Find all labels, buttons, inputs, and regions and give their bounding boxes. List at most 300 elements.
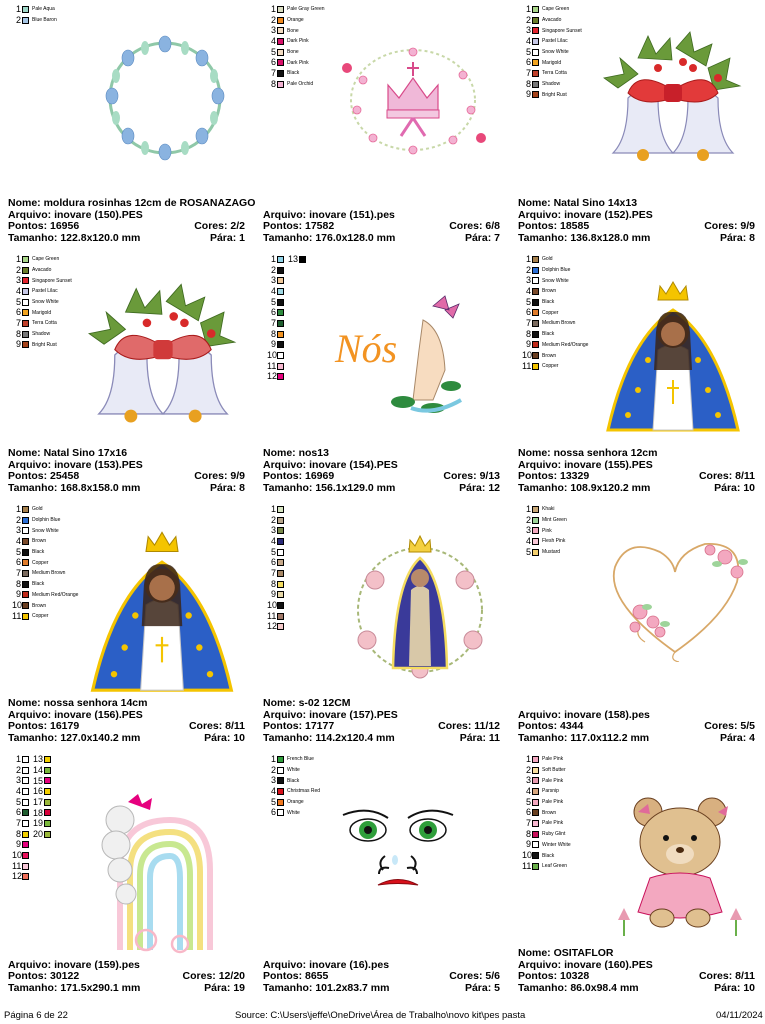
color-swatch <box>44 809 51 816</box>
palette-row <box>12 797 54 808</box>
size-label: Tamanho: <box>263 731 313 744</box>
palette-row <box>522 850 571 861</box>
color-name: Khaki <box>542 506 555 513</box>
color-name: Brown <box>542 288 557 295</box>
color-swatch <box>532 81 539 88</box>
color-swatch <box>22 613 29 620</box>
color-number: 11 <box>522 860 532 871</box>
palette-row <box>522 329 588 340</box>
stitches-label: Pontos: <box>8 470 48 482</box>
color-number: 6 <box>525 307 531 318</box>
palette-row <box>12 600 78 611</box>
christmas-bells-artwork <box>78 280 248 430</box>
color-palette <box>12 754 54 882</box>
design-info <box>518 448 758 494</box>
teddy-bear-artwork <box>610 790 750 940</box>
color-number: 6 <box>15 807 21 818</box>
palette-row <box>267 775 320 786</box>
color-swatch <box>44 777 51 784</box>
color-swatch <box>532 538 539 545</box>
palette-row <box>12 818 54 829</box>
stops-label: Pára: <box>464 981 492 994</box>
design-card <box>510 0 760 250</box>
color-name: Pastel Lilac <box>542 38 568 45</box>
color-swatch <box>532 309 539 316</box>
stitches-label: Pontos: <box>263 220 303 232</box>
color-swatch <box>277 602 284 609</box>
design-size: 171.5x290.1 mm <box>60 981 141 994</box>
palette-row <box>12 807 54 818</box>
palette-row <box>522 275 588 286</box>
color-name: Cape Green <box>32 256 60 263</box>
color-swatch <box>22 549 29 556</box>
our-lady-artwork <box>598 280 748 440</box>
color-number: 8 <box>270 328 276 339</box>
color-number: 5 <box>525 296 531 307</box>
color-count: 8/11 <box>735 970 755 982</box>
palette-row <box>267 590 287 601</box>
color-number: 2 <box>525 264 531 275</box>
palette-row <box>522 797 571 808</box>
color-swatch <box>277 613 284 620</box>
color-swatch <box>22 256 29 263</box>
file-label: Arquivo: <box>518 458 562 471</box>
color-swatch <box>532 59 539 66</box>
color-name: Avacado <box>542 17 562 24</box>
file-name: inovare (153).PES <box>54 458 143 471</box>
palette-row <box>522 4 582 15</box>
color-count: 5/5 <box>740 720 755 732</box>
file-label: Arquivo: <box>518 708 562 721</box>
palette-row <box>522 754 571 765</box>
design-size: 122.8x120.0 mm <box>60 231 141 244</box>
design-card <box>255 0 505 250</box>
palette-row <box>267 15 325 26</box>
color-swatch <box>22 320 29 327</box>
name-label: Nome: <box>8 447 41 459</box>
color-name: Terra Cotta <box>32 320 57 327</box>
size-label: Tamanho: <box>8 731 58 744</box>
design-size: 86.0x98.4 mm <box>570 981 639 994</box>
color-name: Black <box>32 549 45 556</box>
stitches-label: Pontos: <box>518 970 558 982</box>
palette-row <box>522 265 588 276</box>
design-info <box>263 448 503 494</box>
size-label: Tamanho: <box>8 481 58 494</box>
color-name: Singapore Sunset <box>542 27 582 34</box>
design-card <box>510 500 760 750</box>
color-swatch <box>277 27 284 34</box>
stops-label: Pára: <box>459 731 486 744</box>
palette-row <box>12 15 57 26</box>
colors-label: Cores: <box>704 220 738 232</box>
color-name: Singapore Sunset <box>32 277 72 284</box>
color-palette <box>267 754 320 818</box>
design-preview <box>345 530 495 685</box>
color-number: 4 <box>270 35 276 46</box>
size-label: Tamanho: <box>263 481 313 494</box>
color-number: 5 <box>15 546 21 557</box>
design-info <box>8 960 248 995</box>
color-number: 15 <box>32 775 43 786</box>
stitches-label: Pontos: <box>518 220 558 232</box>
palette-row <box>522 536 567 547</box>
color-name: Dolphin Blue <box>542 267 571 274</box>
name-label: Nome: <box>263 447 296 459</box>
color-swatch <box>532 799 539 806</box>
color-name: Copper <box>32 613 49 620</box>
color-name: Ruby Glint <box>542 831 566 838</box>
color-number: 10 <box>522 850 533 861</box>
color-number: 7 <box>270 67 276 78</box>
color-swatch <box>277 591 284 598</box>
color-swatch <box>532 841 539 848</box>
color-swatch <box>277 331 284 338</box>
color-number: 11 <box>12 610 22 621</box>
palette-row <box>522 861 571 872</box>
color-palette <box>522 4 582 100</box>
color-number: 11 <box>522 360 532 371</box>
palette-row <box>522 47 582 58</box>
color-swatch <box>22 288 29 295</box>
color-swatch <box>22 777 29 784</box>
stitch-count: 17177 <box>305 720 335 732</box>
color-number: 3 <box>525 525 531 536</box>
color-swatch <box>22 506 29 513</box>
nos-praying-hands-artwork <box>333 290 473 420</box>
stops-label: Pára: <box>464 231 492 244</box>
color-name: Pale Aqua <box>32 6 55 13</box>
design-size: 136.8x128.0 mm <box>570 231 651 244</box>
color-name: Bone <box>287 27 299 34</box>
color-name: Orange <box>287 17 304 24</box>
palette-row <box>12 329 72 340</box>
color-number: 4 <box>525 35 531 46</box>
color-swatch <box>22 277 29 284</box>
palette-row <box>267 329 309 340</box>
color-swatch <box>277 809 284 816</box>
color-swatch <box>22 873 29 880</box>
color-swatch <box>532 527 539 534</box>
color-name: Gold <box>32 506 43 513</box>
stops-label: Pára: <box>719 231 747 244</box>
color-number: 5 <box>270 546 276 557</box>
color-name: Pale Pink <box>542 799 564 806</box>
design-info <box>518 198 758 244</box>
color-number: 11 <box>267 360 277 371</box>
color-swatch <box>277 49 284 56</box>
color-number: 6 <box>525 807 531 818</box>
palette-row <box>522 254 588 265</box>
color-number: 6 <box>270 557 276 568</box>
color-palette <box>522 254 588 372</box>
color-swatch <box>22 570 29 577</box>
color-number: 9 <box>525 839 531 850</box>
palette-row <box>267 318 309 329</box>
palette-row <box>522 307 588 318</box>
color-number: 6 <box>270 307 276 318</box>
color-swatch <box>532 777 539 784</box>
name-label: Nome: <box>263 697 296 709</box>
color-number: 9 <box>270 589 276 600</box>
color-swatch <box>532 320 539 327</box>
color-name: Pale Orchid <box>287 81 314 88</box>
color-number: 1 <box>15 253 21 264</box>
color-name: Leaf Green <box>542 863 568 870</box>
crown-frame-artwork <box>333 40 493 160</box>
design-info <box>518 710 758 745</box>
color-name: Medium Red/Orange <box>32 591 79 598</box>
name-label: Nome: <box>518 197 551 209</box>
colors-label: Cores: <box>194 470 228 482</box>
design-preview <box>90 28 240 173</box>
color-name: Gold <box>542 256 553 263</box>
color-swatch <box>277 363 284 370</box>
design-size: 168.8x158.0 mm <box>60 481 141 494</box>
stop-count: 12 <box>488 481 500 494</box>
color-swatch <box>22 767 29 774</box>
design-card <box>0 250 250 500</box>
size-label: Tamanho: <box>518 981 568 994</box>
color-name: Parsnip <box>542 788 559 795</box>
palette-row <box>522 297 588 308</box>
design-preview <box>610 790 750 945</box>
color-number: 3 <box>270 275 276 286</box>
palette-row <box>267 611 287 622</box>
color-name: Bright Rust <box>542 91 567 98</box>
color-swatch <box>277 341 284 348</box>
color-swatch <box>532 299 539 306</box>
palette-row <box>522 786 571 797</box>
palette-row <box>267 754 320 765</box>
stop-count: 10 <box>743 481 755 494</box>
color-swatch <box>277 17 284 24</box>
color-swatch <box>277 788 284 795</box>
design-size: 108.9x120.2 mm <box>570 481 651 494</box>
file-name: inovare (151).pes <box>309 208 395 221</box>
color-name: Mint Green <box>542 517 567 524</box>
size-line <box>8 733 248 745</box>
stitches-label: Pontos: <box>263 970 303 982</box>
nos-lettering: Nós <box>335 326 398 371</box>
color-swatch <box>22 831 29 838</box>
color-swatch <box>277 288 284 295</box>
color-swatch <box>532 6 539 13</box>
color-number: 1 <box>270 3 276 14</box>
color-number: 8 <box>525 328 531 339</box>
color-number: 4 <box>15 285 21 296</box>
color-swatch <box>44 831 51 838</box>
size-line <box>263 983 503 995</box>
palette-row <box>267 807 320 818</box>
palette-row <box>12 4 57 15</box>
color-swatch <box>277 623 284 630</box>
stitches-label: Pontos: <box>263 720 303 732</box>
size-line <box>8 233 248 245</box>
palette-row <box>267 47 325 58</box>
palette-row <box>267 265 309 276</box>
color-palette <box>267 504 287 632</box>
color-swatch <box>532 267 539 274</box>
color-number: 2 <box>525 514 531 525</box>
color-palette <box>522 754 571 872</box>
color-swatch <box>532 256 539 263</box>
color-name: Terra Cotta <box>542 70 567 77</box>
color-swatch <box>277 81 284 88</box>
color-number: 8 <box>270 578 276 589</box>
color-number: 10 <box>12 850 23 861</box>
color-swatch <box>22 591 29 598</box>
color-count: 8/11 <box>225 720 245 732</box>
palette-row <box>267 340 309 351</box>
color-number: 18 <box>32 807 43 818</box>
palette-row <box>267 286 309 297</box>
color-number: 4 <box>15 535 21 546</box>
color-number: 1 <box>15 3 21 14</box>
stop-count: 11 <box>488 731 500 744</box>
color-swatch <box>532 549 539 556</box>
color-number: 4 <box>525 785 531 796</box>
color-number: 2 <box>15 264 21 275</box>
palette-row <box>267 350 309 361</box>
color-number: 7 <box>525 317 531 328</box>
color-palette <box>267 4 325 90</box>
color-swatch <box>277 299 284 306</box>
color-number: 1 <box>270 253 276 264</box>
color-number: 5 <box>525 796 531 807</box>
color-number: 4 <box>525 535 531 546</box>
color-number: 5 <box>525 46 531 57</box>
color-count: 9/9 <box>230 470 245 482</box>
color-number: 3 <box>525 25 531 36</box>
color-name: Soft Butter <box>542 767 566 774</box>
color-number: 8 <box>525 828 531 839</box>
color-name: Black <box>32 581 45 588</box>
color-number: 16 <box>32 786 43 797</box>
palette-row <box>522 318 588 329</box>
color-swatch <box>532 517 539 524</box>
color-number: 12 <box>12 871 23 882</box>
color-swatch <box>532 277 539 284</box>
design-info <box>263 960 503 995</box>
color-swatch <box>22 581 29 588</box>
color-palette <box>12 4 57 25</box>
palette-row <box>267 622 287 633</box>
color-number: 6 <box>15 557 21 568</box>
name-label: Nome: <box>518 447 551 459</box>
color-number: 4 <box>15 785 21 796</box>
color-number: 7 <box>270 317 276 328</box>
color-number: 19 <box>32 818 43 829</box>
palette-row <box>267 557 287 568</box>
palette-row <box>12 754 54 765</box>
color-name: Pale Pink <box>542 820 564 827</box>
color-count: 9/9 <box>740 220 755 232</box>
color-swatch <box>22 559 29 566</box>
palette-row <box>12 307 72 318</box>
color-number: 3 <box>270 25 276 36</box>
color-number: 1 <box>525 3 531 14</box>
color-swatch <box>277 506 284 513</box>
design-size: 101.2x83.7 mm <box>315 981 390 994</box>
design-card <box>255 750 505 1000</box>
color-name: Pastel Lilac <box>32 288 58 295</box>
palette-row <box>522 68 582 79</box>
color-number: 7 <box>525 817 531 828</box>
design-card <box>510 750 760 1000</box>
design-card <box>255 250 505 500</box>
name-label: Nome: <box>8 197 41 209</box>
color-number: 14 <box>32 765 43 776</box>
color-swatch <box>532 820 539 827</box>
design-card <box>255 500 505 750</box>
color-number: 1 <box>15 503 21 514</box>
stop-count: 4 <box>749 731 755 744</box>
palette-row <box>12 340 72 351</box>
color-name: Christmas Red <box>287 788 321 795</box>
palette-row <box>12 579 78 590</box>
color-number: 12 <box>267 371 278 382</box>
file-name: inovare (154).PES <box>309 458 398 471</box>
color-name: Avacado <box>32 267 52 274</box>
color-swatch <box>532 831 539 838</box>
color-name: Pink <box>542 527 552 534</box>
stop-count: 7 <box>494 231 500 244</box>
christmas-bells-artwork <box>598 28 748 168</box>
stops-label: Pára: <box>459 481 486 494</box>
color-number: 2 <box>270 764 276 775</box>
file-name: inovare (158).pes <box>564 708 650 721</box>
stop-count: 5 <box>494 981 500 994</box>
color-number: 1 <box>525 753 531 764</box>
color-number: 9 <box>15 589 21 600</box>
color-swatch <box>22 17 29 24</box>
file-label: Arquivo: <box>8 458 52 471</box>
file-name: inovare (16).pes <box>309 958 390 971</box>
design-preview <box>323 790 473 895</box>
stops-label: Pára: <box>714 481 741 494</box>
stitches-label: Pontos: <box>8 720 48 732</box>
colors-label: Cores: <box>438 720 472 732</box>
color-swatch <box>44 820 51 827</box>
stops-label: Pára: <box>209 481 237 494</box>
design-size: 114.2x120.4 mm <box>315 731 395 744</box>
size-line <box>8 983 248 995</box>
color-name: Cape Green <box>542 6 570 13</box>
color-number: 2 <box>525 14 531 25</box>
stitches-label: Pontos: <box>8 970 48 982</box>
page-number: Página 6 de 22 <box>4 1010 68 1021</box>
color-number: 10 <box>522 350 533 361</box>
color-number: 1 <box>525 253 531 264</box>
palette-row <box>267 4 325 15</box>
color-number: 10 <box>267 350 278 361</box>
color-number: 5 <box>270 796 276 807</box>
colors-label: Cores: <box>188 720 223 732</box>
color-swatch <box>44 756 51 763</box>
size-line <box>8 483 248 495</box>
color-name: Dark Pink <box>287 38 309 45</box>
color-swatch <box>277 59 284 66</box>
design-preview <box>333 290 473 425</box>
color-swatch <box>22 538 29 545</box>
palette-row <box>267 79 325 90</box>
color-name: Bone <box>287 49 299 56</box>
stitches-label: Pontos: <box>518 720 558 732</box>
design-info <box>518 948 758 994</box>
stops-label: Pára: <box>209 231 237 244</box>
color-number: 1 <box>270 503 276 514</box>
